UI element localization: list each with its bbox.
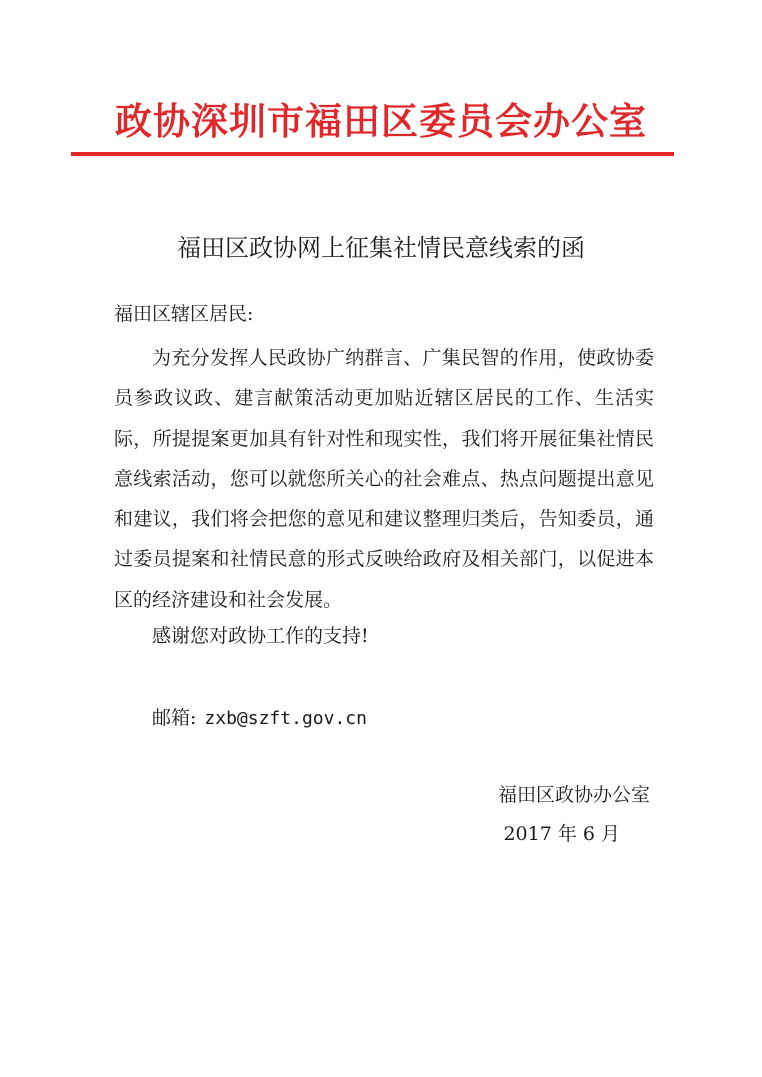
email-label: 邮箱: bbox=[152, 707, 197, 729]
body-paragraph: 为充分发挥人民政协广纳群言、广集民智的作用，使政协委员参政议政、建言献策活动更加贴近辖区居民的工作、生活实际，所提提案更加具有针对性和现实性，我们将开展征集社情民意线索活动，您可以就您所关心的社会难点、热点问题提出意见和建议，我们将会把您的意见和建议整理归类后，告知委员，通过委员提案和社情民意的形式反映给政府及相关部门，以促进本区的经济建设和社会发展。 bbox=[114, 347, 654, 611]
salutation: 福田区辖区居民: bbox=[114, 303, 254, 325]
letterhead-org-name: 政协深圳市福田区委员会办公室 bbox=[115, 100, 647, 143]
email-address: zxb@szft.gov.cn bbox=[204, 708, 367, 729]
email-row bbox=[152, 702, 367, 735]
signer-name: 福田区政协办公室 bbox=[497, 784, 650, 806]
letterhead-red-rule bbox=[71, 152, 674, 156]
signature-date: 2017 年 6 月 bbox=[503, 823, 620, 845]
thanks-line: 感谢您对政协工作的支持! bbox=[152, 625, 369, 647]
document-title: 福田区政协网上征集社情民意线索的函 bbox=[177, 234, 585, 262]
